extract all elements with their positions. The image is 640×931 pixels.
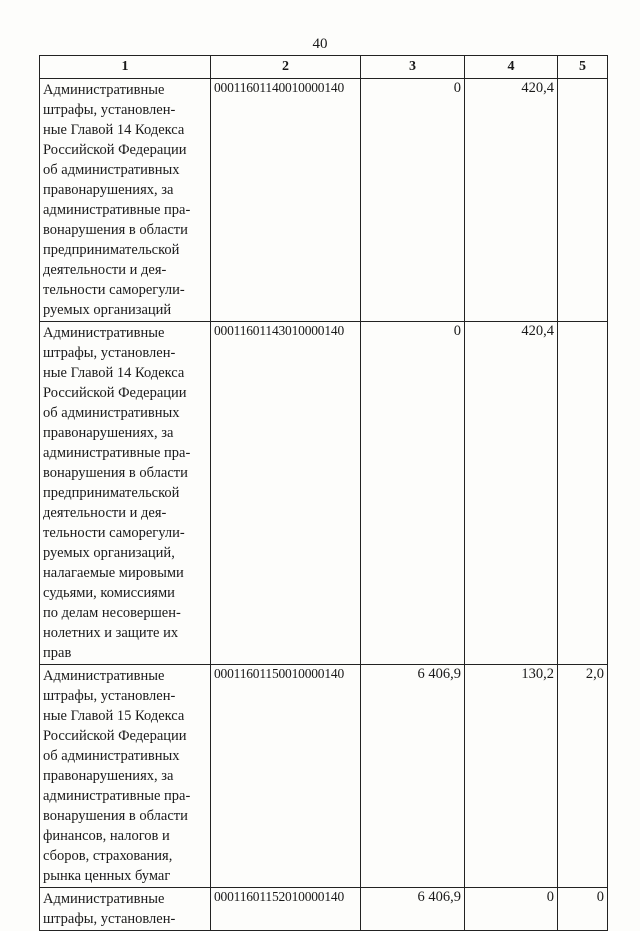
row-col3-cell: 6 406,9 <box>361 888 465 931</box>
row-col3-cell: 6 406,9 <box>361 665 465 888</box>
row-col4-cell: 0 <box>465 888 558 931</box>
row-col5-cell: 2,0 <box>558 665 608 888</box>
budget-table <box>39 55 608 931</box>
row-name-cell: Административные штрафы, установлен- ные Главой 14 Кодекса Российской Федерации об административных правонарушениях, за административные пра- вонарушения в области предпринимательской деятельности и дея- тельности саморегули- руемых организаций <box>40 79 211 322</box>
column-header: 3 <box>361 56 465 79</box>
row-name-cell: Административные штрафы, установлен- <box>40 888 211 931</box>
row-name-cell: Административные штрафы, установлен- ные Главой 14 Кодекса Российской Федерации об административных правонарушениях, за административные пра- вонарушения в области предпринимательской деятельности и дея- тельности саморегули- руемых организаций, налагаемые мировыми судьями, комиссиями по делам несовершен- нолетних и защите их прав <box>40 322 211 665</box>
row-code-cell: 00011601140010000140 <box>211 79 361 322</box>
table-row <box>40 888 608 931</box>
table-row <box>40 322 608 665</box>
row-col4-cell: 420,4 <box>465 79 558 322</box>
row-code-cell: 00011601152010000140 <box>211 888 361 931</box>
column-header: 2 <box>211 56 361 79</box>
row-code-cell: 00011601150010000140 <box>211 665 361 888</box>
row-col5-cell <box>558 79 608 322</box>
row-col5-cell: 0 <box>558 888 608 931</box>
row-code-cell: 00011601143010000140 <box>211 322 361 665</box>
row-col4-cell: 130,2 <box>465 665 558 888</box>
row-col3-cell: 0 <box>361 322 465 665</box>
row-col3-cell: 0 <box>361 79 465 322</box>
column-header: 4 <box>465 56 558 79</box>
table-row <box>40 79 608 322</box>
table-header-row <box>40 56 608 79</box>
table-row <box>40 665 608 888</box>
page-number: 40 <box>312 36 328 52</box>
column-header: 5 <box>558 56 608 79</box>
column-header: 1 <box>40 56 211 79</box>
row-name-cell: Административные штрафы, установлен- ные Главой 15 Кодекса Российской Федерации об административных правонарушениях, за административные пра- вонарушения в области финансов, налогов и сборов, страхования, рынка ценных бумаг <box>40 665 211 888</box>
row-col4-cell: 420,4 <box>465 322 558 665</box>
row-col5-cell <box>558 322 608 665</box>
